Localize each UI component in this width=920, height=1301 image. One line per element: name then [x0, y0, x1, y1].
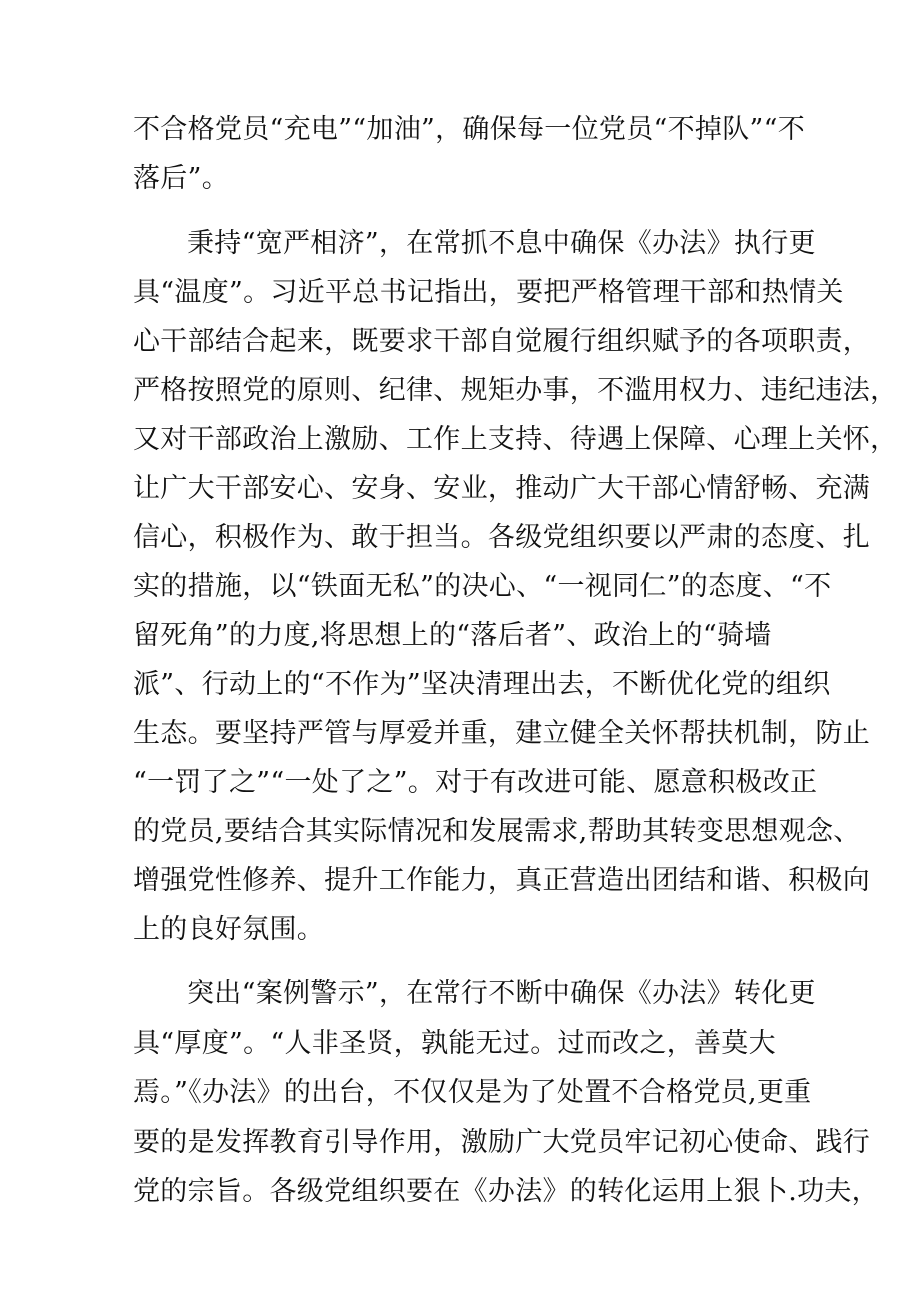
paragraph-2-line-13: 的党员,要结合其实际情况和发展需求,帮助其转变思想观念、	[133, 816, 861, 847]
paragraph-2-line-7: 信心，积极作为、敢于担当。各级党组织要以严肃的态度、扎	[133, 522, 871, 553]
paragraph-2-line-3: 心干部结合起来，既要求干部自觉履行组织赋予的各项职责，	[133, 326, 871, 357]
paragraph-2-line-4: 严格按照党的原则、纪律、规矩办事，不滥用权力、违纪违法，	[133, 375, 898, 406]
paragraph-2-line-15: 上的良好氛围。	[133, 914, 325, 945]
paragraph-1-line-2: 落后”。	[133, 163, 230, 194]
paragraph-3-line-2: 具“厚度”。“人非圣贤，孰能无过。过而改之，善莫大	[133, 1028, 776, 1059]
paragraph-2-line-14: 增强党性修养、提升工作能力，真正营造出团结和谐、积极向	[133, 865, 871, 896]
paragraph-3-line-3: 焉。”《办法》的出台，不仅仅是为了处置不合格党员,更重	[133, 1077, 812, 1108]
paragraph-2-line-11: 生态。要坚持严管与厚爱并重，建立健全关怀帮扶机制，防止	[133, 718, 871, 749]
paragraph-3-line-1: 突出“案例警示”，在常行不断中确保《办法》转化更	[187, 978, 816, 1009]
paragraph-3-line-4: 要的是发挥教育引导作用，激励广大党员牢记初心使命、践行	[133, 1127, 871, 1158]
paragraph-2-line-6: 让广大干部安心、安身、安业，推动广大干部心情舒畅、充满	[133, 473, 871, 504]
paragraph-2-line-10: 派”、行动上的“不作为”坚决清理出去，不断优化党的组织	[133, 669, 831, 700]
paragraph-3-line-5: 党的宗旨。各级党组织要在《办法》的转化运用上狠卜.功夫，	[133, 1176, 879, 1207]
paragraph-2-line-9: 留死角”的力度,将思想上的“落后者”、政治上的“骑墙	[133, 620, 772, 651]
paragraph-2-line-5: 又对干部政治上激励、工作上支持、待遇上保障、心理上关怀，	[133, 424, 898, 455]
paragraph-2-line-2: 具“温度”。习近平总书记指出，要把严格管理干部和热情关	[133, 277, 844, 308]
paragraph-2-line-1: 秉持“宽严相济”，在常抓不息中确保《办法》执行更	[187, 228, 816, 259]
paragraph-2-line-12: “一罚了之”“一处了之”。对于有改进可能、愿意积极改正	[133, 767, 818, 798]
paragraph-2-line-8: 实的措施，以“铁面无私”的决心、“一视同仁”的态度、“不	[133, 571, 832, 602]
paragraph-1-line-1: 不合格党员“充电”“加油”，确保每一位党员“不掉队”“不	[133, 114, 806, 145]
